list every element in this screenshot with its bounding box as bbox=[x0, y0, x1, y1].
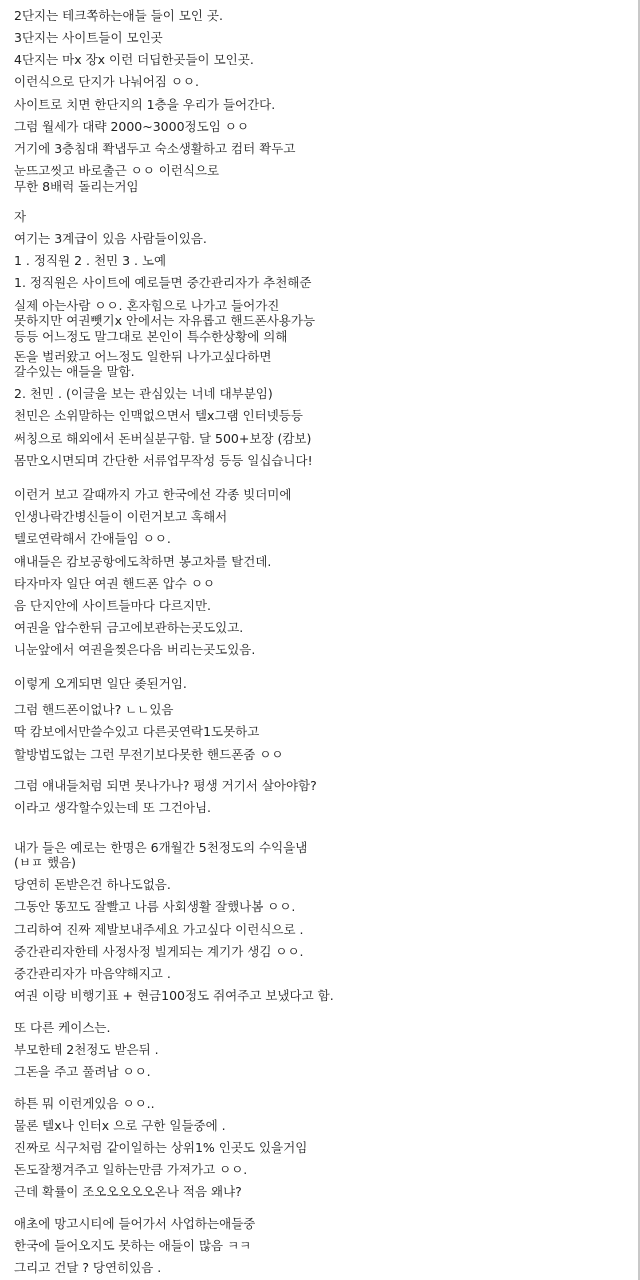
text-line: 써칭으로 해외에서 돈버실분구함. 달 500+보장 (캄보) bbox=[14, 431, 312, 446]
text-line: 그동안 똥꼬도 잘빨고 나름 사회생활 잘했나봄 ㅇㅇ. bbox=[14, 899, 296, 914]
text-line: 몸만오시면되며 간단한 서류업무작성 등등 일십습니다! bbox=[14, 453, 313, 468]
text-line: 눈뜨고씻고 바로출근 ㅇㅇ 이런식으로 bbox=[14, 163, 220, 178]
text-line: 실제 아는사람 ㅇㅇ. 혼자힘으로 나가고 들어가진 bbox=[14, 298, 280, 313]
text-line: 내가 들은 예로는 한명은 6개월간 5천정도의 수익을냄 bbox=[14, 840, 308, 855]
text-line: 애초에 망고시티에 들어가서 사업하는애들중 bbox=[14, 1216, 256, 1231]
text-line: 텔로연락해서 간애들임 ㅇㅇ. bbox=[14, 531, 171, 546]
text-line: 그돈을 주고 풀려남 ㅇㅇ. bbox=[14, 1064, 151, 1079]
text-line: 음 단지안에 사이트들마다 다르지만. bbox=[14, 598, 212, 613]
text-line: 이런식으로 단지가 나눠어짐 ㅇㅇ. bbox=[14, 74, 199, 89]
text-line: 당연히 돈받은건 하나도없음. bbox=[14, 877, 171, 892]
text-line: 여권을 압수한뒤 금고에보관하는곳도있고. bbox=[14, 620, 244, 635]
text-line: 부모한테 2천정도 받은뒤 . bbox=[14, 1042, 159, 1057]
text-line: 사이트로 치면 한단지의 1층을 우리가 들어간다. bbox=[14, 97, 276, 112]
text-line: 무한 8배럭 돌리는거임 bbox=[14, 179, 139, 194]
text-line: 딱 캄보에서만쓸수있고 다른곳연락1도못하고 bbox=[14, 724, 260, 739]
text-line: 그럼 핸드폰이없나? ㄴㄴ있음 bbox=[14, 702, 174, 717]
text-line: 그리하여 진짜 제발보내주세요 가고싶다 이런식으로 . bbox=[14, 922, 304, 937]
text-line: 1 . 정직원 2 . 천민 3 . 노예 bbox=[14, 253, 167, 268]
text-line: 천민은 소위말하는 인맥없으면서 텔x그램 인터넷등등 bbox=[14, 408, 303, 423]
text-line: (ㅂㅍ 했음) bbox=[14, 855, 77, 870]
text-line: 돈도잘챙겨주고 일하는만큼 가져가고 ㅇㅇ. bbox=[14, 1162, 248, 1177]
text-line: 그리고 건달 ? 당연히있음 . bbox=[14, 1260, 162, 1275]
text-line: 2. 천민 . (이글을 보는 관심있는 너네 대부분임) bbox=[14, 386, 273, 401]
text-line: 등등 어느정도 말그대로 본인이 특수한상황에 의해 bbox=[14, 329, 288, 344]
text-line: 이라고 생각할수있는데 또 그건아님. bbox=[14, 800, 212, 815]
text-line: 4단지는 마x 장x 이런 더딥한곳들이 모인곳. bbox=[14, 52, 254, 67]
text-line: 2단지는 테크쪽하는애들 들이 모인 곳. bbox=[14, 8, 223, 23]
text-line: 1. 정직원은 사이트에 예로들면 중간관리자가 추천해준 bbox=[14, 275, 312, 290]
text-line: 자 bbox=[14, 209, 27, 224]
text-line: 이런거 보고 갈때까지 가고 한국에선 각종 빚더미에 bbox=[14, 487, 292, 502]
text-line: 근데 확률이 조오오오오오온나 적음 왜냐? bbox=[14, 1184, 242, 1199]
text-line: 한국에 들어오지도 못하는 애들이 많음 ㅋㅋ bbox=[14, 1238, 252, 1253]
text-line: 니눈앞에서 여권을찢은다음 버리는곳도있음. bbox=[14, 642, 256, 657]
text-line: 그럼 월세가 대략 2000~3000정도임 ㅇㅇ bbox=[14, 119, 249, 134]
text-line: 중간관리자한테 사정사정 빌게되는 계기가 생김 ㅇㅇ. bbox=[14, 944, 304, 959]
text-line: 3단지는 사이트들이 모인곳 bbox=[14, 30, 163, 45]
text-line: 돈을 벌러왔고 어느정도 일한뒤 나가고싶다하면 bbox=[14, 349, 272, 364]
text-line: 하튼 뭐 이런게있음 ㅇㅇ.. bbox=[14, 1096, 155, 1111]
text-line: 중간관리자가 마음약해지고 . bbox=[14, 966, 171, 981]
text-line: 갈수있는 애들을 말함. bbox=[14, 364, 135, 379]
text-line: 이렇게 오게되면 일단 좆된거임. bbox=[14, 676, 187, 691]
text-line: 여권 이랑 비행기표 + 현금100정도 쥐여주고 보냈다고 함. bbox=[14, 988, 334, 1003]
text-line: 물론 텔x나 인터x 으로 구한 일들중에 . bbox=[14, 1118, 226, 1133]
text-line: 타자마자 일단 여권 핸드폰 압수 ㅇㅇ bbox=[14, 576, 215, 591]
text-line: 얘내들은 캄보공항에도착하면 봉고차를 탈건데. bbox=[14, 554, 272, 569]
text-line: 못하지만 여권뺏기x 안에서는 자유롭고 핸드폰사용가능 bbox=[14, 313, 316, 328]
text-line: 그럼 얘내들처럼 되면 못나가나? 평생 거기서 살아야함? bbox=[14, 778, 317, 793]
text-line: 진짜로 식구처럼 같이일하는 상위1% 인곳도 있을거임 bbox=[14, 1140, 308, 1155]
text-line: 또 다른 케이스는. bbox=[14, 1020, 111, 1035]
text-line: 할방법도없는 그런 무전기보다못한 핸드폰줌 ㅇㅇ bbox=[14, 747, 284, 762]
text-line: 거기에 3층침대 쫙냅두고 숙소생활하고 컴터 쫙두고 bbox=[14, 141, 296, 156]
text-line: 여기는 3계급이 있음 사람들이있음. bbox=[14, 231, 207, 246]
text-line: 인생나락간병신들이 이런거보고 혹해서 bbox=[14, 509, 228, 524]
